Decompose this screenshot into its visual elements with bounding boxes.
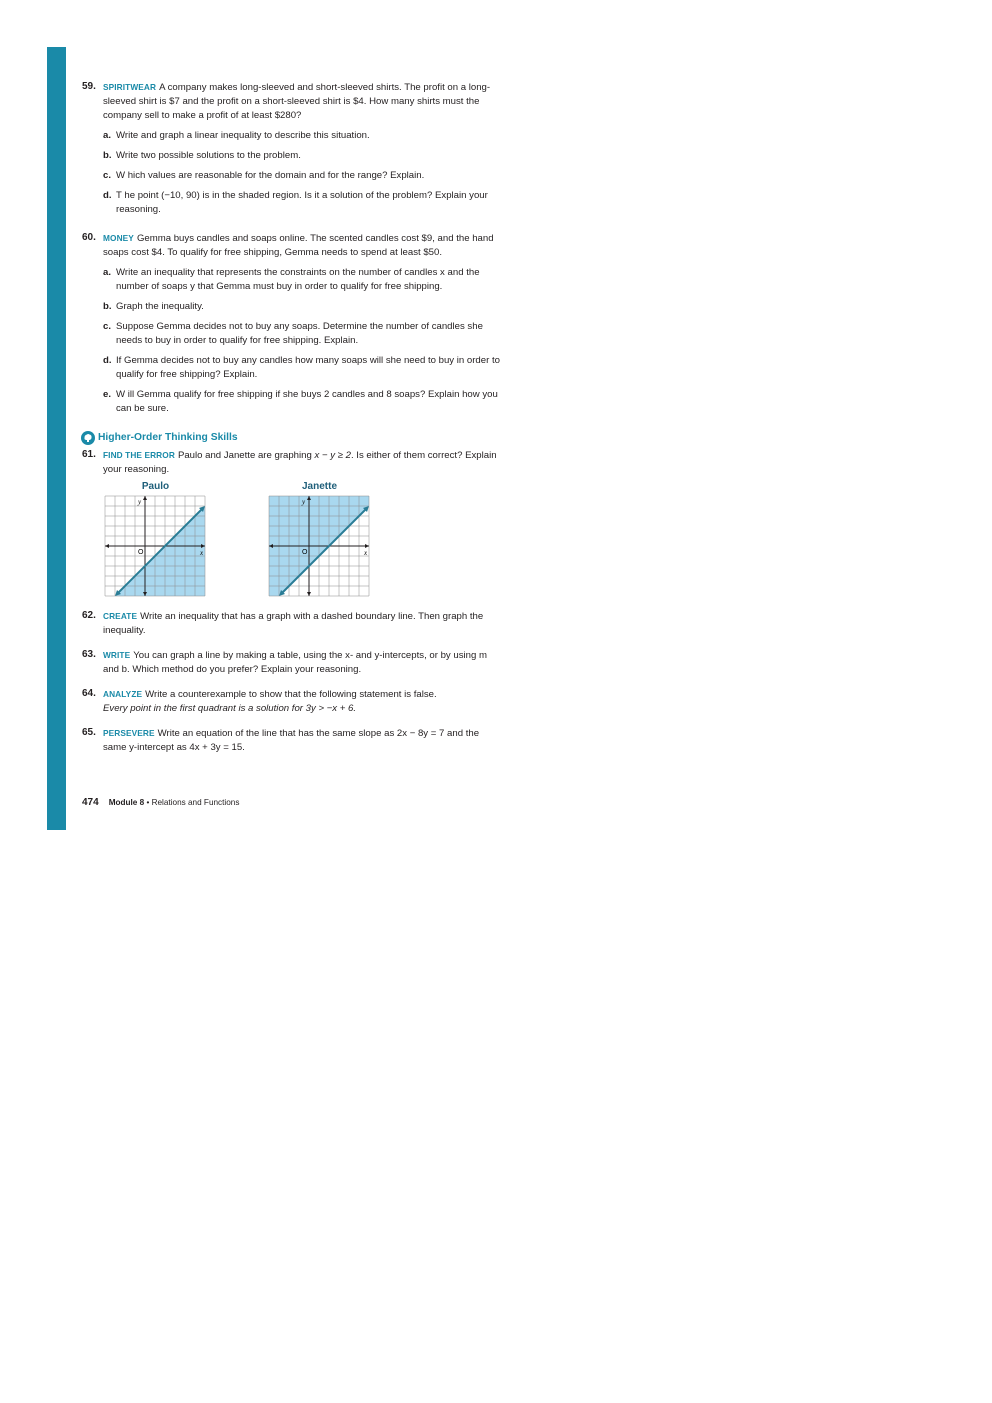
- brain-icon: [80, 430, 96, 446]
- graph-paulo: [104, 481, 207, 602]
- axis-arrow: [365, 544, 369, 548]
- problem-number: 59.: [82, 81, 96, 92]
- part-label: e.: [103, 389, 112, 400]
- problem-63: [82, 648, 502, 677]
- footer-separator: •: [144, 798, 152, 807]
- problem-text-pre: Paulo and Janette are graphing: [177, 450, 315, 461]
- y-axis-label: y: [302, 498, 306, 506]
- problem-text: Write a counterexample to show that the following statement is false.: [145, 689, 437, 700]
- problem-64: [82, 687, 502, 716]
- x-axis-label: x: [364, 549, 368, 557]
- part-label: a.: [103, 267, 112, 278]
- problem-keyword: CREATE: [103, 611, 138, 621]
- part-text: W ill Gemma qualify for free shipping if she buys 2 candles and 8 soaps? Explain how you can be sure.: [116, 389, 498, 414]
- problem-keyword: FIND THE ERROR: [103, 450, 175, 460]
- graph-janette: [268, 481, 371, 602]
- module-label: Module 8: [108, 798, 145, 807]
- problem-keyword: MONEY: [103, 233, 134, 243]
- part-60c: [82, 320, 502, 348]
- part-text: Write and graph a linear inequality to describe this situation.: [116, 130, 370, 141]
- hots-heading: [80, 430, 502, 446]
- part-text: Suppose Gemma decides not to buy any soaps. Determine the number of candles she needs to buy in order to qualify for free shipping. Explain.: [116, 321, 483, 346]
- part-label: d.: [103, 355, 112, 366]
- sidebar-accent-bar: [47, 47, 66, 830]
- problem-math: x − y ≥ 2: [314, 450, 351, 461]
- problem-text-post: . Is either of them correct? Explain your reasoning.: [103, 450, 497, 475]
- problem-number: 64.: [82, 688, 96, 699]
- axis-arrow: [143, 496, 147, 500]
- part-label: a.: [103, 130, 112, 141]
- axis-arrow: [105, 544, 109, 548]
- graph-title: Paulo: [141, 481, 170, 492]
- part-59c: [82, 169, 502, 183]
- problem-number: 65.: [82, 727, 96, 738]
- part-label: c.: [103, 321, 112, 332]
- graph-paulo-plot: [104, 495, 207, 597]
- problem-number: 60.: [82, 232, 96, 243]
- part-text: Write an inequality that represents the constraints on the number of candles x and the number of soaps y that Gemma must buy in order to qualify for free shipping.: [116, 267, 480, 292]
- graph-janette-plot: [268, 495, 371, 597]
- problem-text: You can graph a line by making a table, using the x- and y-intercepts, or by using m and b. Which method do you prefer? Explain your reasoning.: [103, 650, 487, 675]
- problem-text: Write an inequality that has a graph with a dashed boundary line. Then graph the inequality.: [103, 611, 484, 636]
- origin-label: O: [138, 549, 144, 556]
- problem-59: [82, 80, 502, 123]
- problem-text: A company makes long-sleeved and short-sleeved shirts. The profit on a long-sleeved shirt is $7 and the profit on a short-sleeved shirt is $4. How many shirts must the company sell to make a profit of at least $280?: [103, 82, 491, 121]
- part-label: d.: [103, 190, 112, 201]
- part-label: c.: [103, 170, 112, 181]
- problem-65: [82, 726, 502, 755]
- part-59d: [82, 189, 502, 217]
- part-60a: [82, 266, 502, 294]
- problem-number: 63.: [82, 649, 96, 660]
- graph-title: Janette: [301, 481, 337, 492]
- problem-61: [82, 448, 502, 477]
- part-60e: [82, 388, 502, 416]
- graphs-row: [82, 481, 502, 601]
- problem-62: [82, 609, 502, 638]
- part-59a: [82, 129, 502, 143]
- problem-keyword: ANALYZE: [103, 689, 143, 699]
- problem-statement: Every point in the first quadrant is a solution for 3y > −x + 6.: [103, 703, 357, 714]
- origin-label: O: [302, 549, 308, 556]
- part-60b: [82, 300, 502, 314]
- problem-keyword: SPIRITWEAR: [103, 82, 157, 92]
- axis-arrow: [307, 592, 311, 596]
- problem-number: 62.: [82, 610, 96, 621]
- problem-number: 61.: [82, 449, 96, 460]
- part-60d: [82, 354, 502, 382]
- part-text: Graph the inequality.: [116, 301, 204, 312]
- exercise-column: [82, 80, 502, 755]
- problem-keyword: WRITE: [103, 650, 131, 660]
- part-text: If Gemma decides not to buy any candles how many soaps will she need to buy in order to qualify for free shipping? Explain.: [116, 355, 500, 380]
- part-text: Write two possible solutions to the problem.: [116, 150, 301, 161]
- x-axis-label: x: [200, 549, 204, 557]
- problem-text: Gemma buys candles and soaps online. The scented candles cost $9, and the hand soaps cost $4. To qualify for free shipping, Gemma needs to spend at least $50.: [103, 233, 494, 258]
- part-label: b.: [103, 150, 112, 161]
- chapter-title: Relations and Functions: [151, 798, 240, 807]
- problem-keyword: PERSEVERE: [103, 728, 155, 738]
- hots-title: Higher-Order Thinking Skills: [98, 432, 238, 443]
- part-label: b.: [103, 301, 112, 312]
- part-59b: [82, 149, 502, 163]
- y-axis-label: y: [138, 498, 142, 506]
- page-footer: [82, 797, 239, 808]
- page-number: 474: [82, 797, 99, 808]
- part-text: T he point (−10, 90) is in the shaded region. Is it a solution of the problem? Explain your reasoning.: [116, 190, 488, 215]
- problem-text: Write an equation of the line that has the same slope as 2x − 8y = 7 and the same y-intercept as 4x + 3y = 15.: [103, 728, 480, 753]
- part-text: W hich values are reasonable for the domain and for the range? Explain.: [116, 170, 425, 181]
- problem-60: [82, 231, 502, 260]
